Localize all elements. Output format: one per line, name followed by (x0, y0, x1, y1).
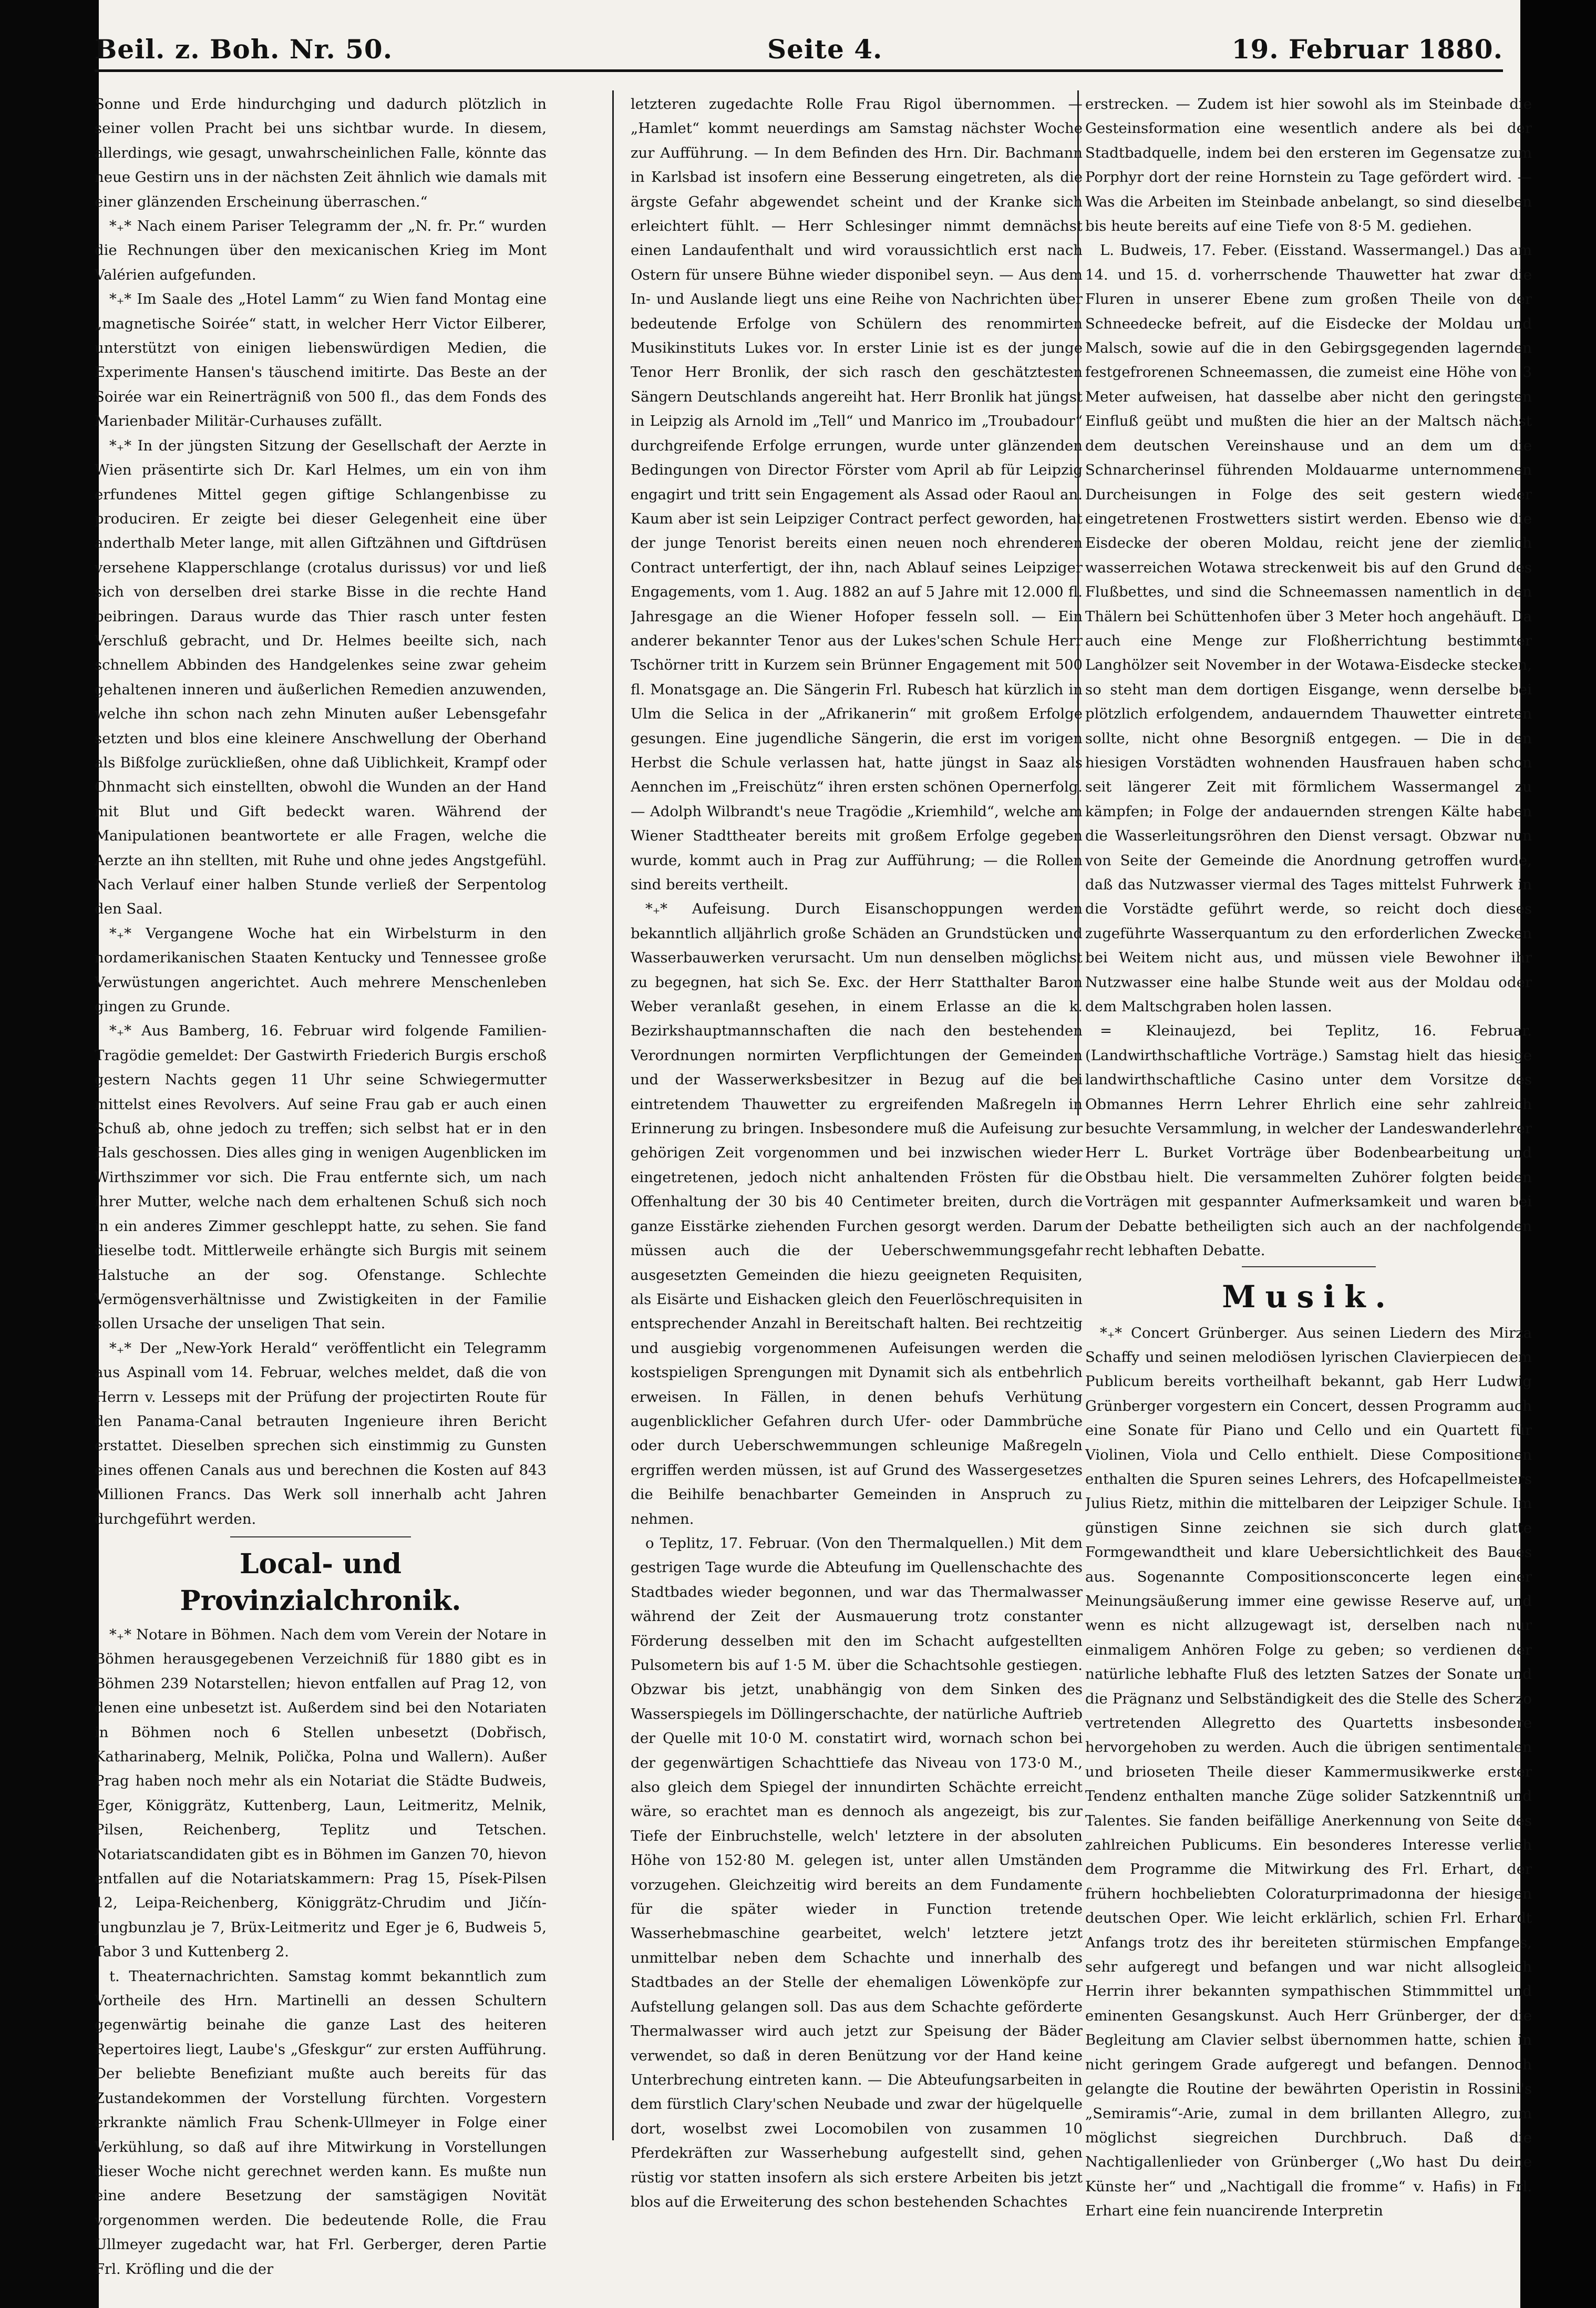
column-divider (612, 90, 614, 2140)
column-3 (1085, 92, 1532, 2300)
article-paragraph: Sonne und Erde hindurchging und dadurch plötzlich in seiner vollen Pracht bei uns sichtbar wurde. In diesem, allerdings, wie gesagt, unwahrscheinlichen Falle, könnte das neue Gestirn uns in der nächsten Zeit ähnlich wie damals mit einer glänzenden Erscheinung überraschen.“ (95, 96, 547, 210)
article-paragraph: *₊* Aufeisung. Durch Eisanschoppungen werden bekanntlich alljährlich große Schäden an Grundstücken und Wasserbauwerken verursacht. Um nun denselben möglichst zu begegnen, hat sich Se. Exc. der Herr Statthalter Baron Weber veranlaßt gesehen, in einem Erlasse an die k. Bezirkshauptmannschaften die nach den bestehenden Verordnungen normirten Verpflichtungen der Gemeinden und der Wasserwerksbesitzer in Bezug auf die bei eintretendem Thauwetter zu ergreifenden Maßregeln in Erinnerung zu bringen. Insbesondere muß die Aufeisung zur gehörigen Zeit vorgenommen und bei inzwischen wieder eingetretenen, jedoch nicht anhaltenden Frösten für die Offenhaltung der 30 bis 40 Centimeter breiten, durch die ganze Eisstärke ziehenden Furchen gesorgt werden. Darum müssen auch die der Ueberschwemmungsgefahr ausgesetzten Gemeinden die hiezu geeigneten Requisiten, als Eisärte und Eishacken gleich den Feuerlöschrequisiten in entsprechender Anzahl in Bereitschaft halten. Bei rechtzeitig und ausgiebig vorgenommenen Aufeisungen werden die kostspieligen Sprengungen mit Dynamit sich als entbehrlich erweisen. In Fällen, in denen behufs Verhütung augenblicklicher Gefahren durch Ufer- oder Dammbrüche oder durch Ueberschwemmungen schleunige Maßregeln ergriffen werden müssen, ist auf Grund des Wassergesetzes die Beihilfe benachbarter Gemeinden in Anspruch zu nehmen. (631, 900, 1083, 1527)
article-paragraph: *₊* In der jüngsten Sitzung der Gesellschaft der Aerzte in Wien präsentirte sich Dr. Karl Helmes, um ein von ihm erfundenes Mittel gegen giftige Schlangenbisse zu produciren. Er zeigte bei dieser Gelegenheit eine über anderthalb Meter lange, mit allen Giftzähnen und Giftdrüsen versehene Klapperschlange (crotalus durissus) vor und ließ sich von derselben drei starke Bisse in die rechte Hand beibringen. Daraus wurde das Thier rasch unter festen Verschluß gebracht, und Dr. Helmes beeilte sich, nach schnellem Abbinden des Handgelenkes seine zwar geheim gehaltenen inneren und äußerlichen Remedien anzuwenden, welche ihn schon nach zehn Minuten außer Lebensgefahr setzten und blos eine kleinere Anschwellung der Oberhand als Bißfolge zurückließen, ohne daß Uiblichkeit, Krampf oder Ohnmacht sich einstellten, obwohl die Wunden an der Hand mit Blut und Gift bedeckt waren. Während der Manipulationen beantwortete er alle Fragen, welche die Aerzte an ihn stellten, mit Ruhe und ohne jedes Angstgefühl. Nach Verlauf einer halben Stunde verließ der Serpentolog den Saal. (95, 437, 547, 918)
column-2 (631, 92, 1083, 2300)
article-paragraph: L. Budweis, 17. Feber. (Eisstand. Wassermangel.) Das am 14. und 15. d. vorherrschende Thauwetter hat zwar die Fluren in unserer Ebene zum großen Theile von der Schneedecke befreit, auf die Eisdecke der Moldau und Malsch, sowie auf die in den Gebirgsgegenden lagernden festgefrorenen Schneemassen, die zumeist eine Höhe von 3 Meter aufweisen, hat dasselbe aber nicht den geringsten Einfluß geübt und mußten die hier an der Maltsch nächst dem deutschen Vereinshause und an dem um die Schnarcherinsel führenden Moldauarme unternommenen Durcheisungen in Folge des seit gestern wieder eingetretenen Frostwetters sistirt werden. Ebenso wie die Eisdecke der oberen Moldau, reicht jene der ziemlich wasserreichen Wotawa streckenweit bis auf den Grund des Flußbettes, und sind die Schneemassen namentlich in den Thälern bei Schüttenhofen über 3 Meter hoch angehäuft. Da auch eine Menge zur Floßherrichtung bestimmter Langhölzer seit November in der Wotawa-Eisdecke stecken, so steht man dem dortigen Eisgange, wenn derselbe bei plötzlich erfolgendem, andauerndem Thauwetter eintreten sollte, nicht ohne Besorgniß entgegen. — Die in den hiesigen Vorstädten wohnenden Hausfrauen haben schon seit längerer Zeit mit förmlichem Wassermangel zu kämpfen; in Folge der andauernden strengen Kälte haben die Wasserleitungsröhren den Dienst versagt. Obzwar nun von Seite der Gemeinde die Anordnung getroffen wurde, daß das Nutzwasser viermal des Tages mittelst Fuhrwerk in die Vorstädte geführt werde, so reicht doch dieses zugeführte Wasserquantum zu den erforderlichen Zwecken bei Weitem nicht aus, und müssen viele Bewohner ihr Nutzwasser eine halbe Stunde weit aus der Moldau oder dem Maltschgraben holen lassen. (1085, 242, 1532, 1015)
article-paragraph: *₊* Concert Grünberger. Aus seinen Liedern des Mirza Schaffy und seinen melodiösen lyrischen Clavierpiecen dem Publicum bereits vortheilhaft bekannt, gab Herr Ludwig Grünberger vorgestern ein Concert, dessen Programm auch eine Sonate für Piano und Cello und ein Quartett für Violinen, Viola und Cello enthielt. Diese Compositionen enthalten die Spuren seines Lehrers, des Hofcapellmeisters Julius Rietz, mithin die mittelbaren der Leipziger Schule. Im günstigen Sinne zeichnen sie sich durch glatte Formgewandtheit und klare Uebersichtlichkeit des Baues aus. Sogenannte Compositionsconcerte legen einer Meinungsäußerung immer eine gewisse Reserve auf, und wenn es nicht allzugewagt ist, derselben nach nur einmaligem Anhören Folge zu geben; so verdienen der natürliche lebhafte Fluß des letzten Satzes der Sonate und die Prägnanz und Selbständigkeit des die Stelle des Scherzo vertretenden Allegretto des Quartetts insbesondere hervorgehoben zu werden. Auch die übrigen sentimentalen und brioseten Theile dieser Kammermusikwerke erster Tendenz enthalten manche Züge solider Satzkenntniß und Talentes. Sie fanden beifällige Anerkennung von Seite des zahlreichen Publicums. Ein besonderes Interesse verlieh dem Programme die Mitwirkung des Frl. Erhart, der frühern hochbeliebten Coloraturprimadonna der hiesigen deutschen Oper. Wie leicht erklärlich, schien Frl. Erhardt Anfangs trotz des ihr bereiteten stürmischen Empfanges, sehr aufgeregt und befangen und war nicht allsogleich Herrin ihrer bekannten sympathischen Stimmmittel und eminenten Gesangskunst. Auch Herr Grünberger, der die Begleitung am Clavier selbst übernommen hatte, schien in nicht geringem Grade aufgeregt und befangen. Dennoch gelangte die Routine der bewährten Operistin in Rossini's „Semiramis“-Arie, zumal in dem brillanten Allegro, zum möglichst siegreichen Durchbruch. Daß die Nachtigallenlieder von Grünberger („Wo hast Du deine Künste her“ und „Nachtigall die fromme“ v. Hafis) in Frl. Erhart eine fein nuancirende Interpretin (1085, 1324, 1532, 2220)
section-title-local: Local- und Provinzialchronik. (180, 1547, 461, 1617)
article-paragraph: *₊* Notare in Böhmen. Nach dem vom Verein der Notare in Böhmen herausgegebenen Verzeichniß für 1880 gibt es in Böhmen 239 Notarstellen; hievon entfallen auf Prag 12, von denen eine unbesetzt ist. Außerdem sind bei den Notariaten in Böhmen noch 6 Stellen unbesetzt (Dobřisch, Katharinaberg, Melnik, Polička, Polna und Wallern). Außer Prag haben noch mehr als ein Notariat die Städte Budweis, Eger, Königgrätz, Kuttenberg, Laun, Leitmeritz, Melnik, Pilsen, Reichenberg, Teplitz und Tetschen. Notariatscandidaten gibt es in Böhmen im Ganzen 70, hievon entfallen auf die Notariatskammern: Prag 15, Písek-Pilsen 12, Leipa-Reichenberg, Königgrätz-Chrudim und Jičín-Jungbunzlau je 7, Brüx-Leitmeritz und Eger je 6, Budweis 5, Tabor 3 und Kuttenberg 2. (95, 1626, 547, 1961)
article-paragraph: erstrecken. — Zudem ist hier sowohl als im Steinbade die Gesteinsformation eine wesentlich andere als bei der Stadtbadquelle, indem bei den ersteren im Gegensatze zum Porphyr dort der reine Hornstein zu Tage gefördert wird. — Was die Arbeiten im Steinbade anbelangt, so sind dieselben bis heute bereits auf eine Tiefe von 8·5 M. gediehen. (1085, 96, 1532, 235)
article-paragraph: *₊* Aus Bamberg, 16. Februar wird folgende Familien-Tragödie gemeldet: Der Gastwirth Friederich Burgis erschoß gestern Nachts gegen 11 Uhr seine Schwiegermutter mittelst eines Revolvers. Auf seine Frau gab er auch einen Schuß ab, ohne jedoch zu treffen; sich selbst hat er in den Hals geschossen. Dies alles ging in wenigen Augenblicken im Wirthszimmer vor sich. Die Frau entfernte sich, um nach ihrer Mutter, welche nach dem erhaltenen Schuß sich noch in ein anderes Zimmer geschleppt hatte, zu sehen. Sie fand dieselbe todt. Mittlerweile erhängte sich Burgis mit seinem Halstuche an der sog. Ofenstange. Schlechte Vermögensverhältnisse und Zwistigkeiten in der Familie sollen Ursache der unseligen That sein. (95, 1022, 547, 1332)
page-header (95, 34, 1503, 70)
article-paragraph: *₊* Vergangene Woche hat ein Wirbelsturm in den nordamerikanischen Staaten Kentucky und Tennessee große Verwüstungen angerichtet. Auch mehrere Menschenleben gingen zu Grunde. (95, 925, 547, 1015)
header-rule (95, 69, 1503, 72)
header-page-number: Seite 4. (767, 34, 883, 65)
header-issue: Beil. z. Boh. Nr. 50. (95, 34, 393, 65)
article-paragraph: *₊* Der „New-York Herald“ veröffentlicht ein Telegramm aus Aspinall vom 14. Februar, welches meldet, daß die von Herrn v. Lesseps mit der Prüfung der projectirten Route für den Panama-Canal betrauten Ingenieure ihren Bericht erstattet. Dieselben sprechen sich einstimmig zu Gunsten eines offenen Canals aus und berechnen die Kosten auf 843 Millionen Francs. Das Werk soll innerhalb acht Jahren durchgeführt werden. (95, 1339, 547, 1527)
article-paragraph: o Teplitz, 17. Februar. (Von den Thermalquellen.) Mit dem gestrigen Tage wurde die Abteufung im Quellenschachte des Stadtbades wieder begonnen, und war das Thermalwasser während der Zeit der Ausmauerung trotz constanter Förderung desselben mit den im Schacht aufgestellten Pulsometern bis auf 1·5 M. über die Schachtsohle gestiegen. Obzwar bis jetzt, unabhängig von dem Sinken des Wasserspiegels im Döllingerschachte, der natürliche Auftrieb der Quelle mit 10·0 M. constatirt wird, wornach schon bei der gegenwärtigen Schachttiefe das Niveau von 173·0 M., also gleich dem Spiegel der innundirten Schächte erreicht wäre, so erachtet man es dennoch als angezeigt, bis zur Tiefe der Einbruchstelle, welch' letztere in der absoluten Höhe von 152·80 M. gelegen ist, unter allen Umständen vorzugehen. Gleichzeitig wird bereits an dem Fundamente für die später wieder in Function tretende Wasserhebmaschine gearbeitet, welch' letztere jetzt unmittelbar neben dem Schachte und innerhalb des Stadtbades an der Stelle der ehemaligen Löwenköpfe zur Aufstellung gelangen soll. Das aus dem Schachte geförderte Thermalwasser wird auch jetzt zur Speisung der Bäder verwendet, so daß in deren Benützung vor der Hand keine Unterbrechung eintreten kann. — Die Abteufungsarbeiten in dem fürstlich Clary'schen Neubade und zwar der hügelquelle dort, woselbst zwei Locomobilen von zusammen 10 Pferdekräften zur Wasserhebung aufgestellt sind, gehen rüstig vor statten insofern als sich erstere Arbeiten bis jetzt blos auf die Erweiterung des schon bestehenden Schachtes (631, 1534, 1083, 2210)
article-paragraph: = Kleinaujezd, bei Teplitz, 16. Februar. (Landwirthschaftliche Vorträge.) Samstag hielt das hiesige landwirthschaftliche Casino unter dem Vorsitze des Obmannes Herrn Lehrer Ehrlich eine sehr zahlreich besuchte Versammlung, in welcher der Landeswanderlehrer Herr L. Burket Vorträge über Bodenbearbeitung und Obstbau hielt. Die versammelten Zuhörer folgten beiden Vorträgen mit gespannter Aufmerksamkeit und waren bei der Debatte betheiligten sich auch an der nachfolgenden recht lebhaften Debatte. (1085, 1022, 1532, 1259)
section-divider (1242, 1266, 1376, 1267)
article-paragraph: *₊* Nach einem Pariser Telegramm der „N. fr. Pr.“ wurden die Rechnungen über den mexicanischen Krieg im Mont Valérien aufgefunden. (95, 218, 547, 283)
section-title-musik: Musik. (1222, 1278, 1395, 1315)
article-paragraph: *₊* Im Saale des „Hotel Lamm“ zu Wien fand Montag eine „magnetische Soirée“ statt, in welcher Herr Victor Eilberer, unterstützt von einigen liebenswürdigen Medien, die Experimente Hansen's täuschend imitirte. Das Beste an der Soirée war ein Reinerträgniß von 500 fl., das dem Fonds des Marienbader Militär-Curhauses zufällt. (95, 291, 547, 430)
article-paragraph: t. Theaternachrichten. Samstag kommt bekanntlich zum Vortheile des Hrn. Martinelli an dessen Schultern gegenwärtig beinahe die ganze Last des heiteren Repertoires liegt, Laube's „Gfeskgur“ zur ersten Aufführung. Der beliebte Benefiziant mußte auch bereits für das Zustandekommen der Vorstellung fürchten. Vorgestern erkrankte nämlich Frau Schenk-Ullmeyer in Folge einer Verkühlung, so daß auf ihre Mitwirkung in Vorstellungen dieser Woche nicht gerechnet werden kann. Es mußte nun eine andere Besetzung der samstägigen Novität vorgenommen werden. Die bedeutende Rolle, die Frau Ullmeyer zugedacht war, hat Frl. Gerberger, deren Partie Frl. Kröfling und die der (95, 1967, 547, 2278)
section-divider (230, 1536, 411, 1537)
column-1 (95, 92, 547, 2300)
header-date: 19. Februar 1880. (1231, 34, 1503, 65)
article-paragraph: letzteren zugedachte Rolle Frau Rigol übernommen. — „Hamlet“ kommt neuerdings am Samstag nächster Woche zur Aufführung. — In dem Befinden des Hrn. Dir. Bachmann in Karlsbad ist insofern eine Besserung eingetreten, als die ärgste Gefahr abgewendet scheint und der Kranke sich erleichtert fühlt. — Herr Schlesinger nimmt demnächst einen Landaufenthalt und wird voraussichtlich erst nach Ostern für unsere Bühne wieder disponibel seyn. — Aus dem In- und Auslande liegt uns eine Reihe von Nachrichten über bedeutende Erfolge von Schülern des renommirten Musikinstituts Lukes vor. In erster Linie ist es der junge Tenor Herr Bronlik, der sich rasch den geschätztesten Sängern Deutschlands angereiht hat. Herr Bronlik hat jüngst in Leipzig als Arnold im „Tell“ und Manrico im „Troubadour“ durchgreifende Erfolge errungen, wurde unter glänzenden Bedingungen von Director Förster vom April ab für Leipzig engagirt und tritt sein Engagement als Assad oder Raoul an. Kaum aber ist sein Leipziger Contract perfect geworden, hat der junge Tenorist bereits einen neuen noch ehrenderen Contract unterfertigt, der ihn, nach Ablauf seines Leipziger Engagements, vom 1. Aug. 1882 an auf 5 Jahre mit 12.000 fl. Jahresgage an die Wiener Hofoper fesseln soll. — Ein anderer bekannter Tenor aus der Lukes'schen Schule Herr Tschörner tritt in Kurzem sein Brünner Engagement mit 500 fl. Monatsgage an. Die Sängerin Frl. Rubesch hat kürzlich in Ulm die Selica in der „Afrikanerin“ mit großem Erfolge gesungen. Eine jugendliche Sängerin, die erst im vorigen Herbst die Schule verlassen hat, hatte jüngst in Saaz als Aennchen im „Freischütz“ ihren ersten schönen Opernerfolg. — Adolph Wilbrandt's neue Tragödie „Kriemhild“, welche am Wiener Stadttheater bereits mit großem Erfolge gegeben wurde, kommt auch in Prag zur Aufführung; — die Rollen sind bereits vertheilt. (631, 96, 1083, 893)
